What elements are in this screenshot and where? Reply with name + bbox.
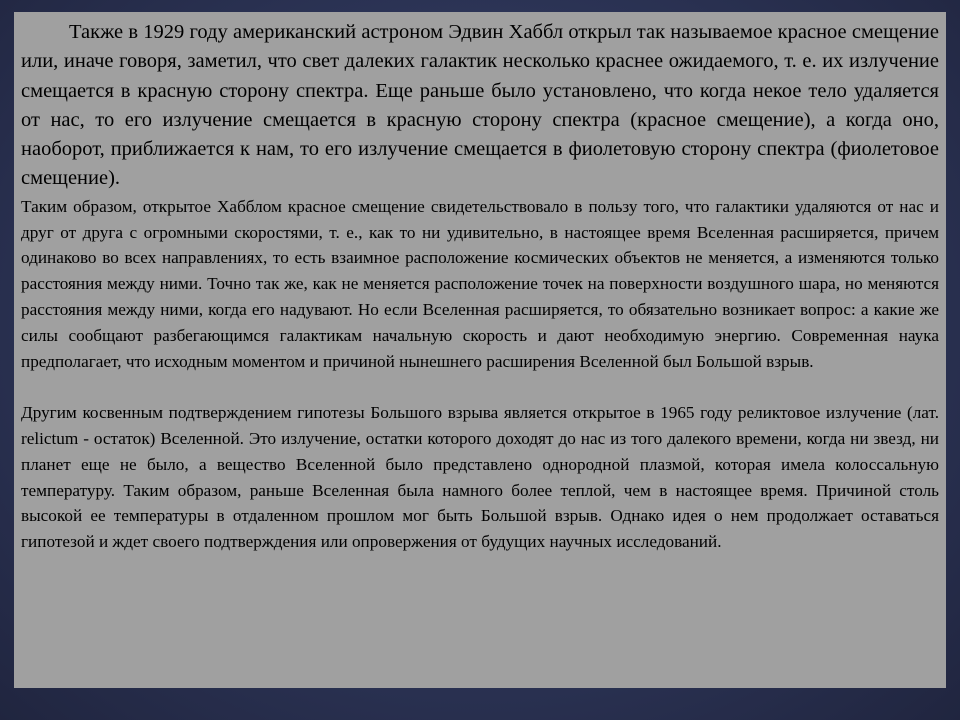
paragraph-redshift: Также в 1929 году американский астроном Эдвин Хаббл открыл так называемое красное смещение или, иначе говоря, заметил, что свет далеких галактик несколько краснее ожидаемого, т. е. их излучение смещается в красную сторону спектра. Еще раньше было установлено, что когда некое тело удаляется от нас, то его излучение смещается в красную сторону спектра (красное смещение), а когда оно, наоборот, приближается к нам, то его излучение смещается в фиолетовую сторону спектра (фиолетовое смещение).: [21, 21, 939, 190]
paragraph-expansion: Таким образом, открытое Хабблом красное смещение свидетельствовало в пользу того, что галактики удаляются от нас и друг от друга с огромными скоростями, т. е., как то ни удивительно, в настоящее время Вселенная расширяется, причем одинаково во всех направлениях, то есть взаимное расположение космических объектов не меняется, а изменяются только расстояния между ними. Точно так же, как не меняется расположение точек на поверхности воздушного шара, но меняются расстояния между ними, когда его надувают. Но если Вселенная расширяется, то обязательно возникает вопрос: а какие же силы сообщают разбегающимся галактикам начальную скорость и дают необходимую энергию. Современная наука предполагает, что исходным моментом и причиной нынешнего расширения Вселенной был Большой взрыв.: [21, 196, 939, 371]
text-panel: [14, 12, 946, 688]
paragraph-relic-radiation: Другим косвенным подтверждением гипотезы Большого взрыва является открытое в 1965 году реликтовое излучение (лат. relictum - остаток) Вселенной. Это излучение, остатки которого доходят до нас из того далекого времени, когда ни звезд, ни планет еще не было, а вещество Вселенной было представлено однородной плазмой, которая имела колоссальную температуру. Таким образом, раньше Вселенная была намного более теплой, чем в настоящее время. Причиной столь высокой ее температуры в отдаленном прошлом мог быть Большой взрыв. Однако идея о нем продолжает оставаться гипотезой и ждет своего подтверждения или опровержения от будущих научных исследований.: [21, 403, 939, 552]
